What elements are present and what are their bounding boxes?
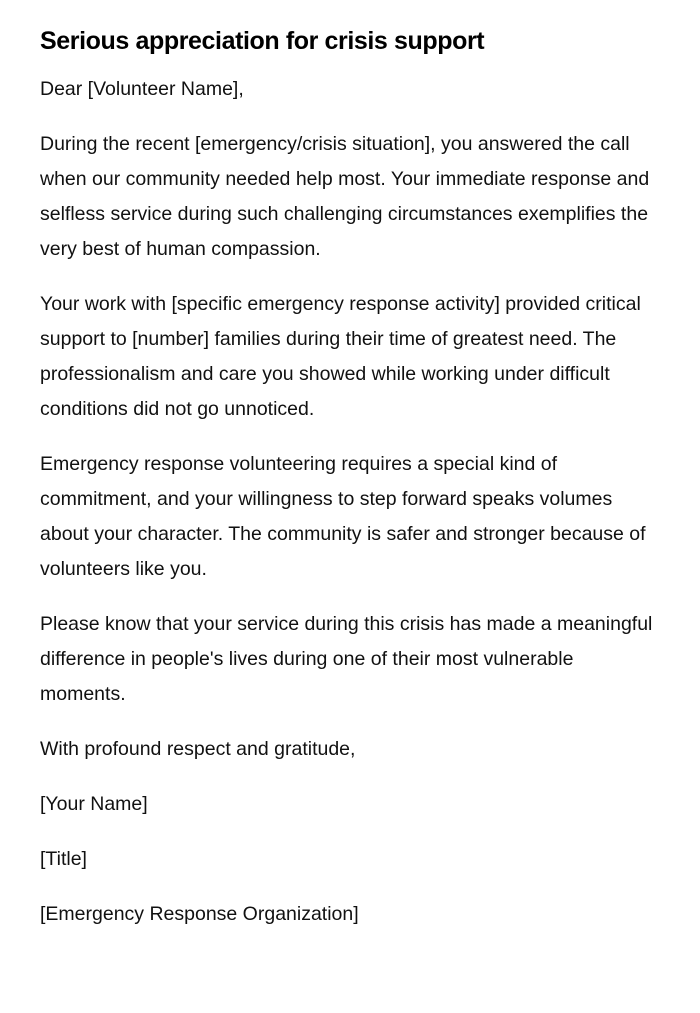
signature-name: [Your Name]	[40, 793, 148, 815]
body-paragraph-1: During the recent [emergency/crisis situation], you answered the call when our community needed help most. Your immediate response and selfless service during such challenging circumstances exemplifies the very best of human compassion.	[40, 133, 650, 260]
signature-organization: [Emergency Response Organization]	[40, 903, 359, 925]
body-paragraph-3: Emergency response volunteering requires a special kind of commitment, and your willingness to step forward speaks volumes about your character. The community is safer and stronger because of volunteers like you.	[40, 453, 646, 580]
body-paragraph-4: Please know that your service during this crisis has made a meaningful difference in people's lives during one of their most vulnerable moments.	[40, 613, 653, 705]
closing: With profound respect and gratitude,	[40, 738, 356, 760]
letter-title: Serious appreciation for crisis support	[40, 27, 485, 55]
salutation: Dear [Volunteer Name],	[40, 78, 244, 100]
signature-title: [Title]	[40, 848, 87, 870]
body-paragraph-2: Your work with [specific emergency response activity] provided critical support to [number] families during their time of greatest need. The professionalism and care you showed while working under difficult conditions did not go unnoticed.	[40, 293, 641, 420]
